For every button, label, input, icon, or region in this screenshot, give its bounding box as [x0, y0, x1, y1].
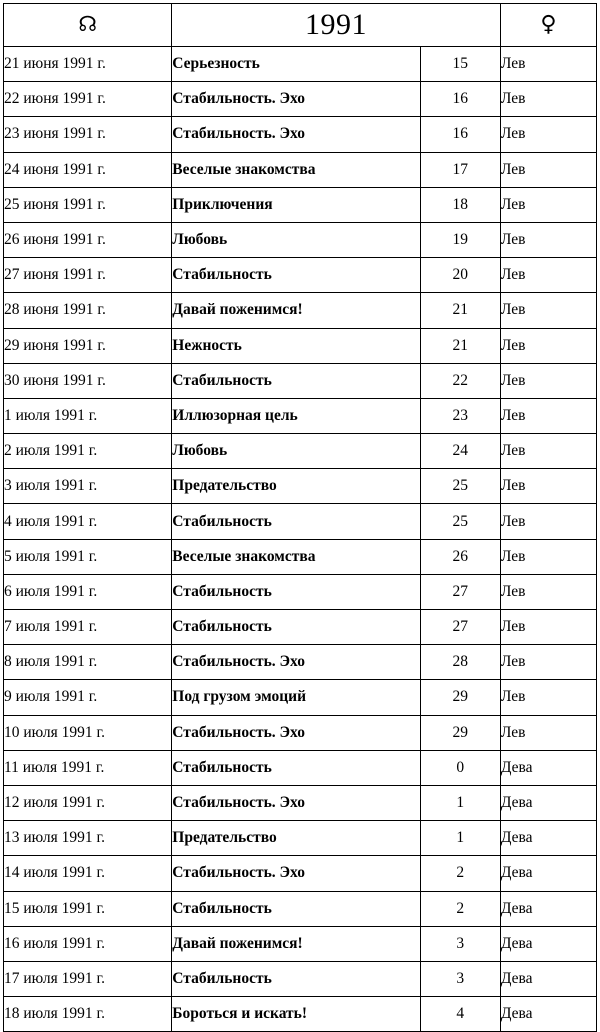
cell-degree: 26 [420, 539, 500, 574]
cell-sign: Лев [500, 504, 596, 539]
cell-event: Любовь [172, 434, 420, 469]
cell-degree: 24 [420, 434, 500, 469]
cell-sign: Дева [500, 856, 596, 891]
cell-date: 16 июля 1991 г. [4, 926, 172, 961]
table-row [4, 961, 597, 996]
cell-event: Стабильность [172, 504, 420, 539]
cell-sign: Лев [500, 258, 596, 293]
cell-degree: 15 [420, 47, 500, 82]
cell-sign: Лев [500, 680, 596, 715]
cell-degree: 2 [420, 856, 500, 891]
table-row [4, 47, 597, 82]
table-row [4, 293, 597, 328]
cell-date: 13 июля 1991 г. [4, 821, 172, 856]
cell-degree: 16 [420, 117, 500, 152]
cell-sign: Лев [500, 574, 596, 609]
table-row [4, 926, 597, 961]
cell-date: 27 июня 1991 г. [4, 258, 172, 293]
cell-sign: Лев [500, 117, 596, 152]
cell-date: 25 июня 1991 г. [4, 187, 172, 222]
cell-event: Стабильность [172, 363, 420, 398]
cell-sign: Лев [500, 539, 596, 574]
cell-date: 21 июня 1991 г. [4, 47, 172, 82]
cell-event: Стабильность [172, 750, 420, 785]
cell-date: 30 июня 1991 г. [4, 363, 172, 398]
table-row [4, 434, 597, 469]
cell-event: Стабильность. Эхо [172, 645, 420, 680]
table-row [4, 856, 597, 891]
cell-sign: Лев [500, 610, 596, 645]
table-header [4, 4, 597, 47]
cell-sign: Лев [500, 293, 596, 328]
cell-degree: 4 [420, 997, 500, 1032]
table-row [4, 82, 597, 117]
cell-date: 24 июня 1991 г. [4, 152, 172, 187]
cell-degree: 27 [420, 610, 500, 645]
cell-date: 1 июля 1991 г. [4, 398, 172, 433]
cell-event: Стабильность. Эхо [172, 117, 420, 152]
cell-date: 23 июня 1991 г. [4, 117, 172, 152]
cell-event: Стабильность [172, 961, 420, 996]
cell-sign: Лев [500, 398, 596, 433]
cell-degree: 18 [420, 187, 500, 222]
table-row [4, 645, 597, 680]
cell-date: 14 июля 1991 г. [4, 856, 172, 891]
cell-sign: Дева [500, 785, 596, 820]
cell-degree: 19 [420, 222, 500, 257]
table-row [4, 328, 597, 363]
cell-degree: 16 [420, 82, 500, 117]
cell-sign: Дева [500, 961, 596, 996]
cell-event: Стабильность [172, 574, 420, 609]
cell-date: 29 июня 1991 г. [4, 328, 172, 363]
cell-date: 3 июля 1991 г. [4, 469, 172, 504]
cell-event: Приключения [172, 187, 420, 222]
cell-date: 8 июля 1991 г. [4, 645, 172, 680]
header-row [4, 4, 597, 47]
cell-sign: Лев [500, 82, 596, 117]
cell-sign: Лев [500, 328, 596, 363]
cell-sign: Дева [500, 750, 596, 785]
table-row [4, 891, 597, 926]
cell-degree: 20 [420, 258, 500, 293]
cell-degree: 29 [420, 715, 500, 750]
table-row [4, 258, 597, 293]
cell-event: Давай поженимся! [172, 926, 420, 961]
cell-degree: 28 [420, 645, 500, 680]
cell-event: Стабильность. Эхо [172, 856, 420, 891]
cell-sign: Дева [500, 821, 596, 856]
cell-event: Предательство [172, 469, 420, 504]
table-row [4, 997, 597, 1032]
cell-sign: Дева [500, 926, 596, 961]
cell-sign: Лев [500, 187, 596, 222]
venus-icon: ♀ [540, 12, 557, 37]
cell-date: 4 июля 1991 г. [4, 504, 172, 539]
cell-sign: Лев [500, 715, 596, 750]
cell-event: Серьезность [172, 47, 420, 82]
cell-degree: 3 [420, 961, 500, 996]
header-left-symbol-cell [4, 4, 172, 47]
cell-event: Иллюзорная цель [172, 398, 420, 433]
cell-degree: 0 [420, 750, 500, 785]
cell-degree: 2 [420, 891, 500, 926]
table-row [4, 504, 597, 539]
cell-event: Давай поженимся! [172, 293, 420, 328]
cell-date: 12 июля 1991 г. [4, 785, 172, 820]
cell-degree: 17 [420, 152, 500, 187]
table-row [4, 715, 597, 750]
cell-degree: 21 [420, 293, 500, 328]
cell-event: Стабильность. Эхо [172, 715, 420, 750]
cell-event: Веселые знакомства [172, 539, 420, 574]
cell-sign: Лев [500, 363, 596, 398]
table-row [4, 363, 597, 398]
table-row [4, 610, 597, 645]
cell-date: 17 июля 1991 г. [4, 961, 172, 996]
table-row [4, 785, 597, 820]
cell-degree: 27 [420, 574, 500, 609]
cell-date: 28 июня 1991 г. [4, 293, 172, 328]
table-row [4, 469, 597, 504]
descending-node-icon: ☊ [78, 12, 97, 36]
cell-degree: 25 [420, 469, 500, 504]
table-row [4, 187, 597, 222]
cell-sign: Лев [500, 152, 596, 187]
page-title: 1991 [305, 8, 368, 41]
header-right-symbol-cell [500, 4, 596, 47]
cell-event: Веселые знакомства [172, 152, 420, 187]
cell-date: 5 июля 1991 г. [4, 539, 172, 574]
cell-degree: 22 [420, 363, 500, 398]
cell-sign: Лев [500, 47, 596, 82]
cell-event: Стабильность [172, 258, 420, 293]
cell-degree: 25 [420, 504, 500, 539]
cell-date: 7 июля 1991 г. [4, 610, 172, 645]
ephemeris-table [3, 3, 597, 1032]
cell-event: Стабильность [172, 610, 420, 645]
cell-degree: 21 [420, 328, 500, 363]
table-row [4, 152, 597, 187]
cell-degree: 29 [420, 680, 500, 715]
table-row [4, 222, 597, 257]
table-row [4, 821, 597, 856]
cell-event: Предательство [172, 821, 420, 856]
table-row [4, 539, 597, 574]
table-row [4, 750, 597, 785]
cell-event: Бороться и искать! [172, 997, 420, 1032]
cell-sign: Лев [500, 469, 596, 504]
table-row [4, 574, 597, 609]
cell-degree: 1 [420, 785, 500, 820]
cell-event: Стабильность. Эхо [172, 785, 420, 820]
cell-date: 2 июля 1991 г. [4, 434, 172, 469]
cell-sign: Лев [500, 645, 596, 680]
cell-event: Стабильность. Эхо [172, 82, 420, 117]
cell-date: 9 июля 1991 г. [4, 680, 172, 715]
cell-date: 10 июля 1991 г. [4, 715, 172, 750]
cell-degree: 1 [420, 821, 500, 856]
table-body [4, 47, 597, 1032]
cell-sign: Дева [500, 891, 596, 926]
table-row [4, 398, 597, 433]
cell-event: Любовь [172, 222, 420, 257]
cell-event: Стабильность [172, 891, 420, 926]
cell-sign: Лев [500, 222, 596, 257]
cell-event: Нежность [172, 328, 420, 363]
cell-date: 26 июня 1991 г. [4, 222, 172, 257]
table-row [4, 680, 597, 715]
cell-degree: 3 [420, 926, 500, 961]
cell-date: 15 июля 1991 г. [4, 891, 172, 926]
cell-date: 22 июня 1991 г. [4, 82, 172, 117]
table-row [4, 117, 597, 152]
cell-sign: Дева [500, 997, 596, 1032]
header-year-cell [172, 4, 501, 47]
cell-sign: Лев [500, 434, 596, 469]
cell-event: Под грузом эмоций [172, 680, 420, 715]
cell-degree: 23 [420, 398, 500, 433]
cell-date: 18 июля 1991 г. [4, 997, 172, 1032]
cell-date: 6 июля 1991 г. [4, 574, 172, 609]
cell-date: 11 июля 1991 г. [4, 750, 172, 785]
